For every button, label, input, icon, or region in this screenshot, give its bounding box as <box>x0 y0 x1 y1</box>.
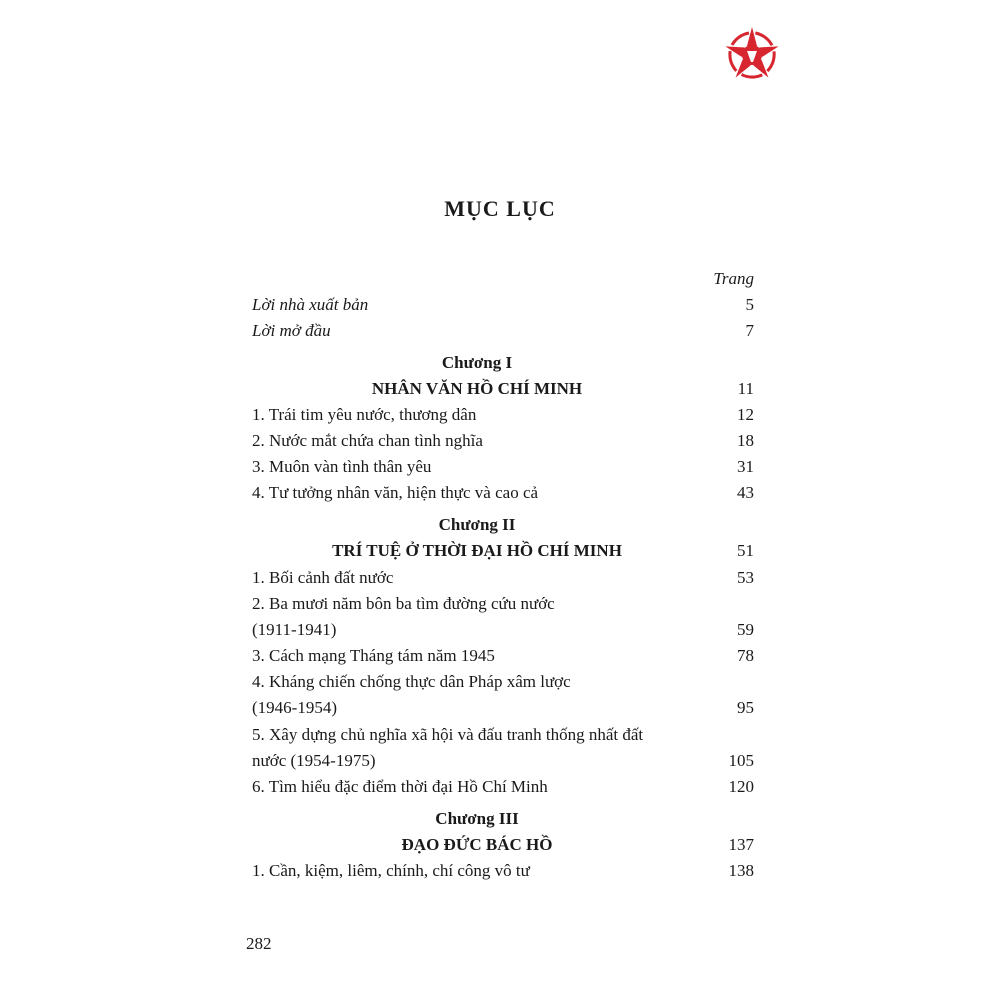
toc-entry-page: 18 <box>737 431 754 450</box>
toc-entry <box>252 591 754 617</box>
toc-entry-page: 78 <box>737 646 754 665</box>
chapter-title-row <box>252 832 754 858</box>
toc-entry-page: 12 <box>737 405 754 424</box>
toc-entry-label-continued: (1946-1954) <box>252 698 337 717</box>
toc-entry <box>252 428 754 454</box>
toc-entry-label: 1. Cần, kiệm, liêm, chính, chí công vô tư <box>252 861 530 880</box>
toc-entry-label-continued: nước (1954-1975) <box>252 751 376 770</box>
chapter-number: Chương III <box>435 809 519 828</box>
toc-entry-label: 4. Kháng chiến chống thực dân Pháp xâm lược <box>252 672 571 691</box>
toc-entry-label: Lời nhà xuất bản <box>252 295 369 314</box>
chapter-number: Chương I <box>441 353 513 372</box>
chapter-title: TRÍ TUỆ Ở THỜI ĐẠI HỒ CHÍ MINH <box>332 541 622 560</box>
chapter-title: NHÂN VĂN HỒ CHÍ MINH <box>371 379 583 398</box>
chapter-page: 137 <box>728 835 754 854</box>
toc-entry-page: 43 <box>737 483 754 502</box>
chapter-heading <box>252 512 754 538</box>
toc-entry <box>252 292 754 318</box>
toc-entry-page: 120 <box>728 777 754 796</box>
toc-entry-page: 138 <box>728 861 754 880</box>
toc-entry-label: 3. Cách mạng Tháng tám năm 1945 <box>252 646 495 665</box>
toc-entry <box>252 643 754 669</box>
chapter-number: Chương II <box>438 515 516 534</box>
toc-entry <box>252 722 754 748</box>
toc-entry <box>252 774 754 800</box>
toc-title: MỤC LỤC <box>444 196 556 221</box>
toc-entry <box>252 318 754 344</box>
chapter-page: 11 <box>737 379 754 398</box>
toc-entry-label: 1. Trái tim yêu nước, thương dân <box>252 405 477 424</box>
toc-entry-label: 6. Tìm hiểu đặc điểm thời đại Hồ Chí Minh <box>252 777 548 796</box>
toc-entry-continued <box>252 695 754 721</box>
toc-entry <box>252 480 754 506</box>
toc-entry-label: 4. Tư tưởng nhân văn, hiện thực và cao cả <box>252 483 539 502</box>
page-column-label: Trang <box>713 269 754 288</box>
toc-entry-page: 7 <box>745 321 754 340</box>
chapter-title-row <box>252 376 754 402</box>
page-column-header <box>252 266 754 292</box>
toc-entry-label: 2. Ba mươi năm bôn ba tìm đường cứu nước <box>252 594 555 613</box>
page-number: 282 <box>246 934 272 953</box>
toc-entry <box>252 669 754 695</box>
toc-entry-page: 31 <box>737 457 754 476</box>
toc-entry-page: 105 <box>728 751 754 770</box>
toc-entry-label: 1. Bối cảnh đất nước <box>252 568 394 587</box>
publisher-star-logo-icon <box>722 25 782 85</box>
toc-entry-label: 2. Nước mắt chứa chan tình nghĩa <box>252 431 483 450</box>
chapter-heading <box>252 806 754 832</box>
chapter-title-row <box>252 538 754 564</box>
toc-entry <box>252 402 754 428</box>
toc-entry-label: Lời mở đầu <box>252 321 331 340</box>
toc-entry-continued <box>252 617 754 643</box>
toc-entry-page: 59 <box>737 620 754 639</box>
toc-entry-continued <box>252 748 754 774</box>
toc-entry <box>252 454 754 480</box>
toc-entry-page: 5 <box>745 295 754 314</box>
toc-entry-label: 5. Xây dựng chủ nghĩa xã hội và đấu tranh thống nhất đất <box>252 725 644 744</box>
chapter-page: 51 <box>737 541 754 560</box>
toc-entry-label: 3. Muôn vàn tình thân yêu <box>252 457 432 476</box>
toc-entry-page: 95 <box>737 698 754 717</box>
toc-entry <box>252 858 754 884</box>
toc-entry <box>252 565 754 591</box>
chapter-title: ĐẠO ĐỨC BÁC HỒ <box>401 835 553 854</box>
toc-entry-page: 53 <box>737 568 754 587</box>
toc-entry-label-continued: (1911-1941) <box>252 620 337 639</box>
chapter-heading <box>252 350 754 376</box>
